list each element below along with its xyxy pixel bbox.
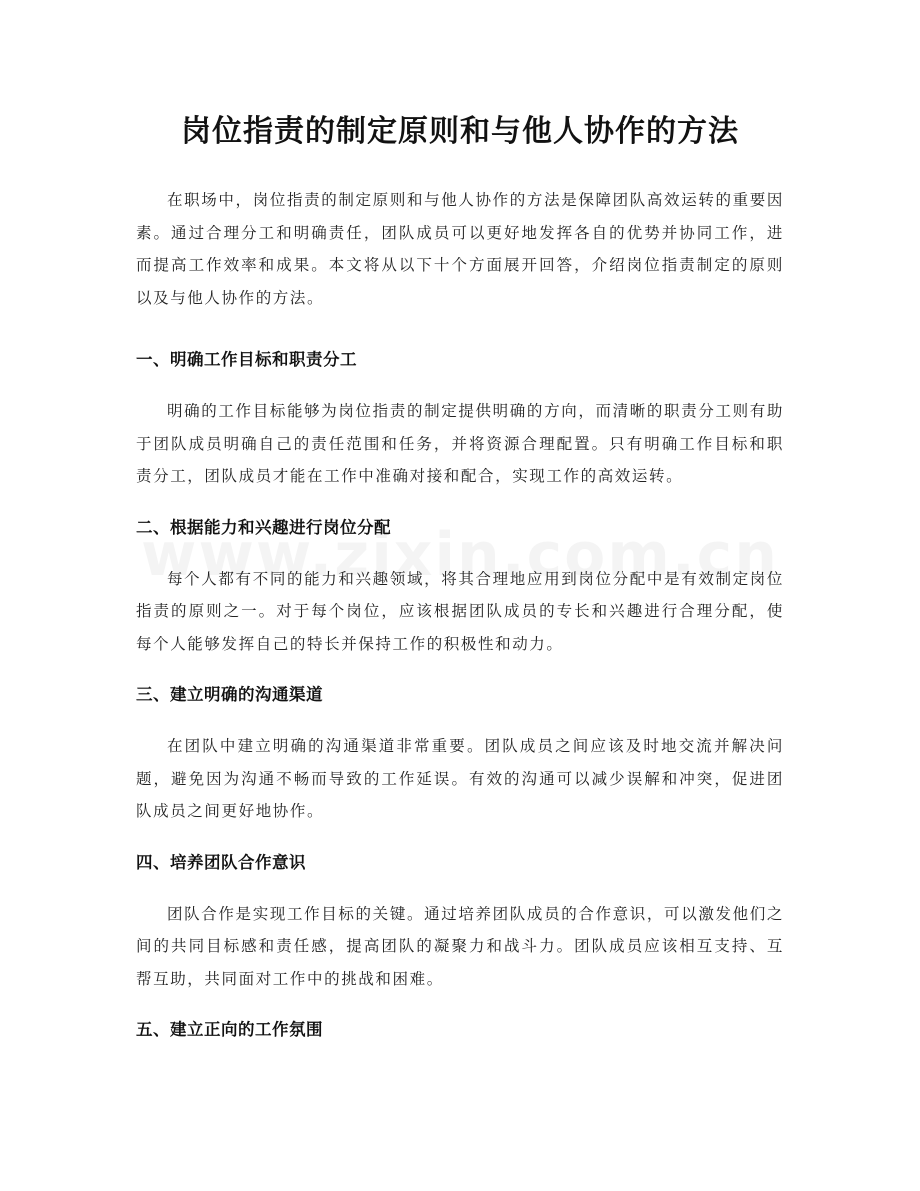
section-body-3: 在团队中建立明确的沟通渠道非常重要。团队成员之间应该及时地交流并解决问题，避免因为沟通不畅而导致的工作延误。有效的沟通可以减少误解和冲突，促进团队成员之间更好地协作。 xyxy=(136,737,784,820)
section-heading-3: 三、建立明确的沟通渠道 xyxy=(136,685,323,704)
section-heading-1: 一、明确工作目标和职责分工 xyxy=(136,350,357,369)
document-body xyxy=(136,184,784,1065)
section-heading-5: 五、建立正向的工作氛围 xyxy=(136,1020,323,1039)
section-body-2: 每个人都有不同的能力和兴趣领域，将其合理地应用到岗位分配中是有效制定岗位指责的原则之一。对于每个岗位，应该根据团队成员的专长和兴趣进行合理分配，使每个人能够发挥自己的特长并保持工作的积极性和动力。 xyxy=(136,569,784,653)
intro-paragraph: 在职场中，岗位指责的制定原则和与他人协作的方法是保障团队高效运转的重要因素。通过合理分工和明确责任，团队成员可以更好地发挥各自的优势并协同工作，进而提高工作效率和成果。本文将从以下十个方面展开回答，介绍岗位指责制定的原则以及与他人协作的方法。 xyxy=(136,191,784,307)
section-heading-2: 二、根据能力和兴趣进行岗位分配 xyxy=(136,517,391,537)
page-title: 岗位指责的制定原则和与他人协作的方法 xyxy=(181,114,739,149)
section-body-4: 团队合作是实现工作目标的关键。通过培养团队成员的合作意识，可以激发他们之间的共同目标感和责任感，提高团队的凝聚力和战斗力。团队成员应该相互支持、互帮互助，共同面对工作中的挑战和困难。 xyxy=(136,904,784,988)
section-heading-4: 四、培养团队合作意识 xyxy=(136,852,306,872)
section-body-1: 明确的工作目标能够为岗位指责的制定提供明确的方向，而清晰的职责分工则有助于团队成员明确自己的责任范围和任务，并将资源合理配置。只有明确工作目标和职责分工，团队成员才能在工作中准确对接和配合，实现工作的高效运转。 xyxy=(136,402,784,485)
